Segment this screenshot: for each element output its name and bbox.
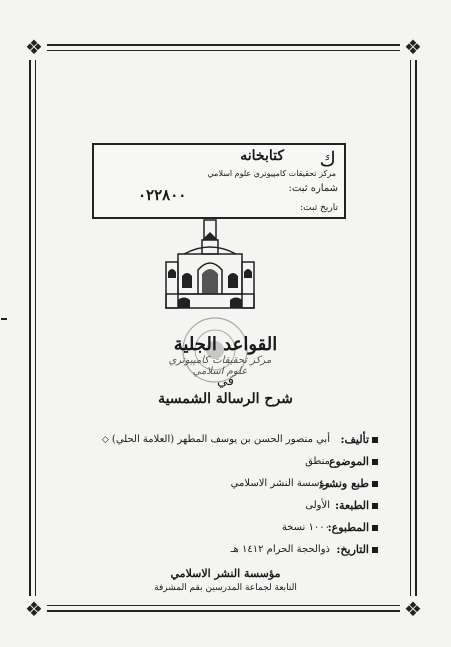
stamp-number-label: شماره ثبت: xyxy=(288,183,338,194)
detail-value: ١٠٠٠ نسخة xyxy=(281,522,330,533)
watermark-text: مركز تحقيقات كامپيوتري علوم اسلامي xyxy=(168,355,272,377)
detail-value: مؤسسة النشر الاسلامي xyxy=(230,478,330,489)
bullet-icon xyxy=(372,481,378,487)
detail-label: المطبوع: xyxy=(327,521,369,534)
library-stamp xyxy=(92,143,346,219)
detail-label: الطبعة: xyxy=(334,499,369,512)
stamp-number: ٠٢٢٨٠٠ xyxy=(138,186,187,204)
bullet-icon xyxy=(372,547,378,553)
bullet-icon xyxy=(372,459,378,465)
detail-row xyxy=(38,455,378,477)
corner-ornament-icon: ❖ xyxy=(400,34,426,60)
detail-value: الأولى xyxy=(305,500,330,511)
detail-row xyxy=(38,499,378,521)
bullet-icon xyxy=(372,503,378,509)
corner-ornament-icon: ❖ xyxy=(21,34,47,60)
bullet-icon xyxy=(372,525,378,531)
stamp-subtitle: مركز تحقيقات كامپيوتري علوم اسلامي xyxy=(207,169,336,178)
detail-row xyxy=(38,521,378,543)
margin-mark xyxy=(1,318,7,320)
building-emblem-icon xyxy=(164,218,256,318)
stamp-date-label: تاريخ ثبت: xyxy=(300,203,338,213)
title-connector: في xyxy=(216,374,235,389)
publisher-affiliation: التابعة لجماعة المدرسين بقم المشرفة xyxy=(154,583,297,593)
library-logo-icon: ﻙ xyxy=(319,147,336,171)
detail-label: التاريخ: xyxy=(336,543,369,556)
stamp-title: كتابخانه xyxy=(240,148,284,164)
book-title: القواعد الجلية xyxy=(173,334,278,355)
publisher-name: مؤسسة النشر الاسلامي xyxy=(170,567,281,580)
publication-details xyxy=(38,433,378,565)
corner-ornament-icon: ❖ xyxy=(21,596,47,622)
bullet-icon xyxy=(372,437,378,443)
detail-value: ذوالحجة الحرام ١٤١٢ هـ xyxy=(230,544,330,555)
detail-label: طبع ونشر: xyxy=(318,477,369,490)
detail-row xyxy=(38,543,378,565)
end-mark-icon: ◇ xyxy=(101,435,109,445)
detail-label: تأليف: xyxy=(340,433,369,446)
detail-row xyxy=(38,433,378,455)
detail-label: الموضوع xyxy=(328,455,369,468)
detail-value: أبي منصور الحسن بن يوسف المطهر (العلامة الحلي) xyxy=(111,434,330,445)
detail-value: منطق xyxy=(305,456,330,467)
book-subtitle: شرح الرسالة الشمسية xyxy=(158,391,293,407)
corner-ornament-icon: ❖ xyxy=(400,596,426,622)
detail-row xyxy=(38,477,378,499)
